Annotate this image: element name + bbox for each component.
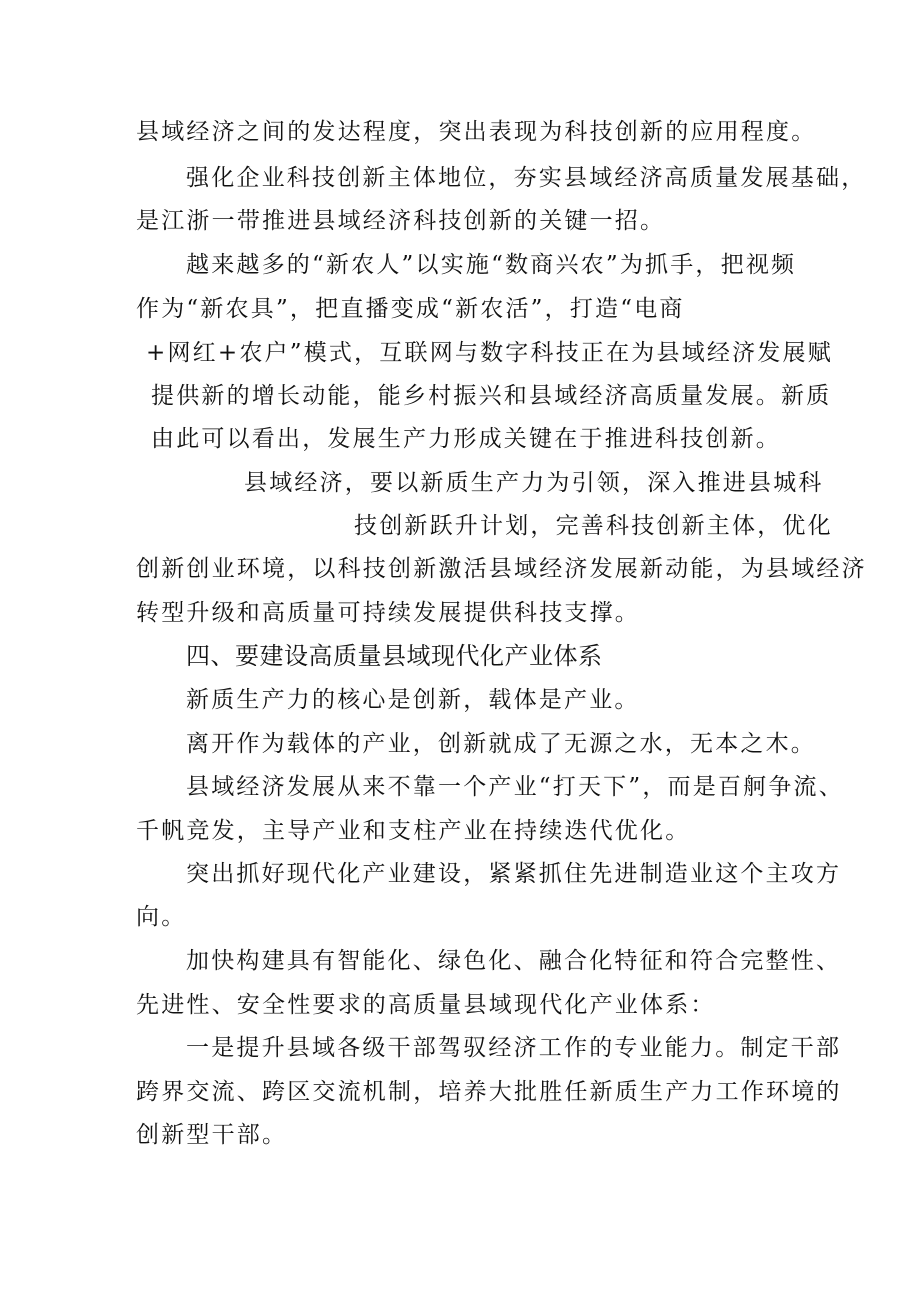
text-line: 由此可以看出，发展生产力形成关键在于推进科技创新。 [151, 426, 781, 452]
text-line: 越来越多的“新农人”以实施“数商兴农”为抓手，把视频 [186, 252, 797, 278]
text-line: 突出抓好现代化产业建设，紧紧抓住先进制造业这个主攻方 [186, 861, 842, 887]
text-line: 转型升级和高质量可持续发展提供科技支撑。 [136, 600, 640, 626]
text-line: 创新型干部。 [136, 1122, 288, 1148]
text-line: 创新创业环境，以科技创新激活县域经济发展新动能，为县域经济 [136, 556, 867, 582]
text-line: 强化企业科技创新主体地位，夯实县域经济高质量发展基础， [186, 165, 867, 191]
text-line: 作为“新农具”，把直播变成“新农活”，打造“电商 [136, 296, 685, 322]
text-line: 技创新跃升计划，完善科技创新主体，优化 [354, 513, 833, 539]
text-line: 千帆竞发，主导产业和支柱产业在持续迭代优化。 [136, 818, 691, 844]
text-line: 县域经济，要以新质生产力为引领，深入推进县城科 [244, 470, 824, 496]
text-line: 新质生产力的核心是创新，载体是产业。 [186, 687, 640, 713]
text-line: 加快构建具有智能化、绿色化、融合化特征和符合完整性、 [186, 948, 842, 974]
section-heading: 四、要建设高质量县域现代化产业体系 [186, 642, 603, 670]
text-line: 向。 [136, 904, 187, 930]
text-line: 先进性、安全性要求的高质量县域现代化产业体系： [136, 992, 716, 1018]
text-line: 是江浙一带推进县域经济科技创新的关键一招。 [136, 208, 666, 234]
text-line: 提供新的增长动能，能乡村振兴和县域经济高质量发展。新质 [151, 383, 832, 409]
text-line: 县域经济发展从来不靠一个产业“打天下”，而是百舸争流、 [186, 774, 844, 800]
text-line: 一是提升县域各级干部驾驭经济工作的专业能力。制定干部 [186, 1035, 842, 1061]
text-line: 离开作为载体的产业，创新就成了无源之水，无本之木。 [186, 731, 816, 757]
text-line: 县域经济之间的发达程度，突出表现为科技创新的应用程度。 [136, 119, 817, 145]
text-line: 跨界交流、跨区交流机制，培养大批胜任新质生产力工作环境的 [136, 1079, 842, 1105]
text-line: +网红+农户”模式，互联网与数字科技正在为县域经济发展赋 [146, 340, 833, 366]
